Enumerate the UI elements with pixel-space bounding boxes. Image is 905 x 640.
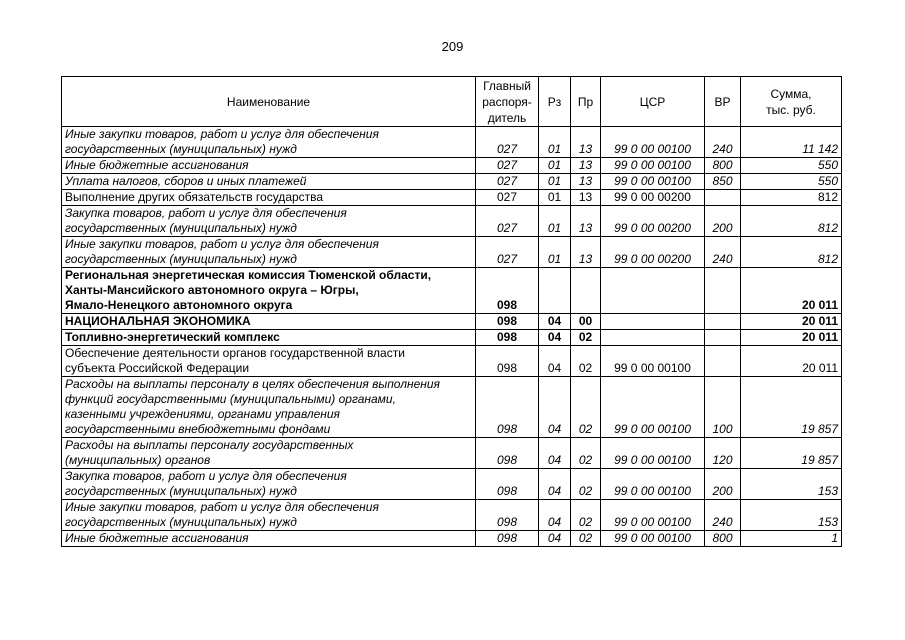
table-cell-csr: 99 0 00 00200 [601, 190, 705, 206]
table-row [62, 174, 842, 190]
table-cell-rz: 04 [539, 531, 571, 547]
table-cell-sum: 20 011 [741, 346, 842, 377]
table-cell-rz: 01 [539, 206, 571, 237]
table-cell-name: Выполнение других обязательств государства [62, 190, 476, 206]
table-cell-name: Иные бюджетные ассигнования [62, 531, 476, 547]
table-row [62, 377, 842, 438]
header-sum: Сумма, тыс. руб. [741, 77, 842, 127]
table-cell-vr [705, 346, 741, 377]
table-cell-vr [705, 314, 741, 330]
table-cell-vr: 240 [705, 500, 741, 531]
table-cell-name: Иные закупки товаров, работ и услуг для обеспечения государственных (муниципальных) нужд [62, 500, 476, 531]
table-cell-pr: 13 [571, 237, 601, 268]
header-admin: Главный распоря- дитель [476, 77, 539, 127]
table-cell-csr: 99 0 00 00100 [601, 158, 705, 174]
table-cell-name: Иные бюджетные ассигнования [62, 158, 476, 174]
table-cell-csr: 99 0 00 00100 [601, 531, 705, 547]
table-cell-admin: 098 [476, 268, 539, 314]
table-cell-csr: 99 0 00 00200 [601, 237, 705, 268]
table-cell-csr: 99 0 00 00100 [601, 438, 705, 469]
table-cell-pr: 02 [571, 531, 601, 547]
table-cell-name: Закупка товаров, работ и услуг для обеспечения государственных (муниципальных) нужд [62, 469, 476, 500]
table-cell-pr: 02 [571, 500, 601, 531]
table-cell-name: Иные закупки товаров, работ и услуг для обеспечения государственных (муниципальных) нужд [62, 237, 476, 268]
table-row [62, 268, 842, 314]
table-cell-admin: 027 [476, 174, 539, 190]
table-cell-name: НАЦИОНАЛЬНАЯ ЭКОНОМИКА [62, 314, 476, 330]
table-cell-sum: 19 857 [741, 377, 842, 438]
table-cell-rz: 04 [539, 377, 571, 438]
table-cell-csr [601, 314, 705, 330]
table-cell-vr: 200 [705, 206, 741, 237]
table-cell-name: Обеспечение деятельности органов государственной власти субъекта Российской Федерации [62, 346, 476, 377]
header-pr: Пр [571, 77, 601, 127]
table-cell-rz: 01 [539, 158, 571, 174]
table-cell-vr [705, 330, 741, 346]
table-cell-pr: 02 [571, 438, 601, 469]
table-cell-sum: 812 [741, 237, 842, 268]
table-cell-sum: 812 [741, 206, 842, 237]
table-cell-admin: 098 [476, 469, 539, 500]
table-cell-admin: 027 [476, 190, 539, 206]
table-cell-pr: 13 [571, 190, 601, 206]
table-cell-csr: 99 0 00 00100 [601, 346, 705, 377]
table-cell-name: Региональная энергетическая комиссия Тюменской области, Ханты-Мансийского автономного округа – Югры, Ямало-Ненецкого автономного округа [62, 268, 476, 314]
table-cell-rz: 04 [539, 500, 571, 531]
table-cell-name: Топливно-энергетический комплекс [62, 330, 476, 346]
table-cell-name: Расходы на выплаты персоналу в целях обеспечения выполнения функций государственными (муниципальными) органами, казенными учреждениями, органами управления государственными внебюджетными фондами [62, 377, 476, 438]
table-cell-name: Иные закупки товаров, работ и услуг для обеспечения государственных (муниципальных) нужд [62, 127, 476, 158]
table-cell-csr: 99 0 00 00200 [601, 206, 705, 237]
table-cell-sum: 20 011 [741, 268, 842, 314]
table-row [62, 158, 842, 174]
table-row [62, 469, 842, 500]
table-cell-admin: 027 [476, 237, 539, 268]
table-cell-rz: 04 [539, 346, 571, 377]
header-rz: Рз [539, 77, 571, 127]
table-cell-vr: 240 [705, 237, 741, 268]
budget-table [61, 76, 842, 547]
table-cell-sum: 550 [741, 174, 842, 190]
table-cell-vr: 120 [705, 438, 741, 469]
table-cell-pr: 13 [571, 174, 601, 190]
table-cell-pr: 02 [571, 346, 601, 377]
table-cell-pr: 13 [571, 127, 601, 158]
page-number: 209 [441, 39, 464, 54]
table-cell-rz: 01 [539, 237, 571, 268]
table-cell-pr: 02 [571, 330, 601, 346]
table-cell-csr [601, 268, 705, 314]
table-cell-sum: 812 [741, 190, 842, 206]
table-cell-pr: 02 [571, 469, 601, 500]
table-cell-admin: 098 [476, 531, 539, 547]
table-row [62, 346, 842, 377]
table-cell-vr: 200 [705, 469, 741, 500]
table-cell-sum: 153 [741, 500, 842, 531]
table-row [62, 438, 842, 469]
table-cell-vr: 850 [705, 174, 741, 190]
table-cell-rz: 04 [539, 469, 571, 500]
table-cell-admin: 098 [476, 330, 539, 346]
table-row [62, 330, 842, 346]
table-cell-rz: 01 [539, 174, 571, 190]
table-header-row [62, 77, 842, 127]
table-cell-admin: 098 [476, 500, 539, 531]
table-cell-sum: 20 011 [741, 330, 842, 346]
table-cell-name: Уплата налогов, сборов и иных платежей [62, 174, 476, 190]
table-row [62, 531, 842, 547]
table-cell-sum: 1 [741, 531, 842, 547]
table-cell-admin: 098 [476, 377, 539, 438]
table-cell-rz: 04 [539, 314, 571, 330]
table-cell-admin: 027 [476, 206, 539, 237]
table-cell-pr: 00 [571, 314, 601, 330]
table-cell-admin: 098 [476, 438, 539, 469]
table-row [62, 314, 842, 330]
table-row [62, 190, 842, 206]
table-cell-pr [571, 268, 601, 314]
table-cell-csr: 99 0 00 00100 [601, 127, 705, 158]
table-cell-admin: 027 [476, 158, 539, 174]
table-cell-admin: 098 [476, 314, 539, 330]
table-row [62, 127, 842, 158]
table-cell-sum: 20 011 [741, 314, 842, 330]
table-cell-vr: 100 [705, 377, 741, 438]
table-cell-vr [705, 190, 741, 206]
table-cell-vr: 240 [705, 127, 741, 158]
table-cell-rz: 01 [539, 190, 571, 206]
table-cell-vr [705, 268, 741, 314]
table-cell-vr: 800 [705, 531, 741, 547]
table-cell-rz: 04 [539, 438, 571, 469]
table-row [62, 500, 842, 531]
header-name: Наименование [62, 77, 476, 127]
table-cell-pr: 13 [571, 206, 601, 237]
table-cell-csr: 99 0 00 00100 [601, 174, 705, 190]
table-cell-admin: 098 [476, 346, 539, 377]
header-csr: ЦСР [601, 77, 705, 127]
table-cell-vr: 800 [705, 158, 741, 174]
table-cell-csr: 99 0 00 00100 [601, 469, 705, 500]
table-cell-sum: 11 142 [741, 127, 842, 158]
table-cell-csr: 99 0 00 00100 [601, 500, 705, 531]
header-vr: ВР [705, 77, 741, 127]
table-cell-pr: 02 [571, 377, 601, 438]
table-cell-pr: 13 [571, 158, 601, 174]
table-cell-name: Расходы на выплаты персоналу государственных (муниципальных) органов [62, 438, 476, 469]
table-cell-sum: 550 [741, 158, 842, 174]
table-cell-csr [601, 330, 705, 346]
table-cell-sum: 153 [741, 469, 842, 500]
table-row [62, 206, 842, 237]
table-cell-name: Закупка товаров, работ и услуг для обеспечения государственных (муниципальных) нужд [62, 206, 476, 237]
table-cell-admin: 027 [476, 127, 539, 158]
table-cell-csr: 99 0 00 00100 [601, 377, 705, 438]
table-cell-sum: 19 857 [741, 438, 842, 469]
table-cell-rz: 04 [539, 330, 571, 346]
table-cell-rz: 01 [539, 127, 571, 158]
table-cell-rz [539, 268, 571, 314]
table-row [62, 237, 842, 268]
